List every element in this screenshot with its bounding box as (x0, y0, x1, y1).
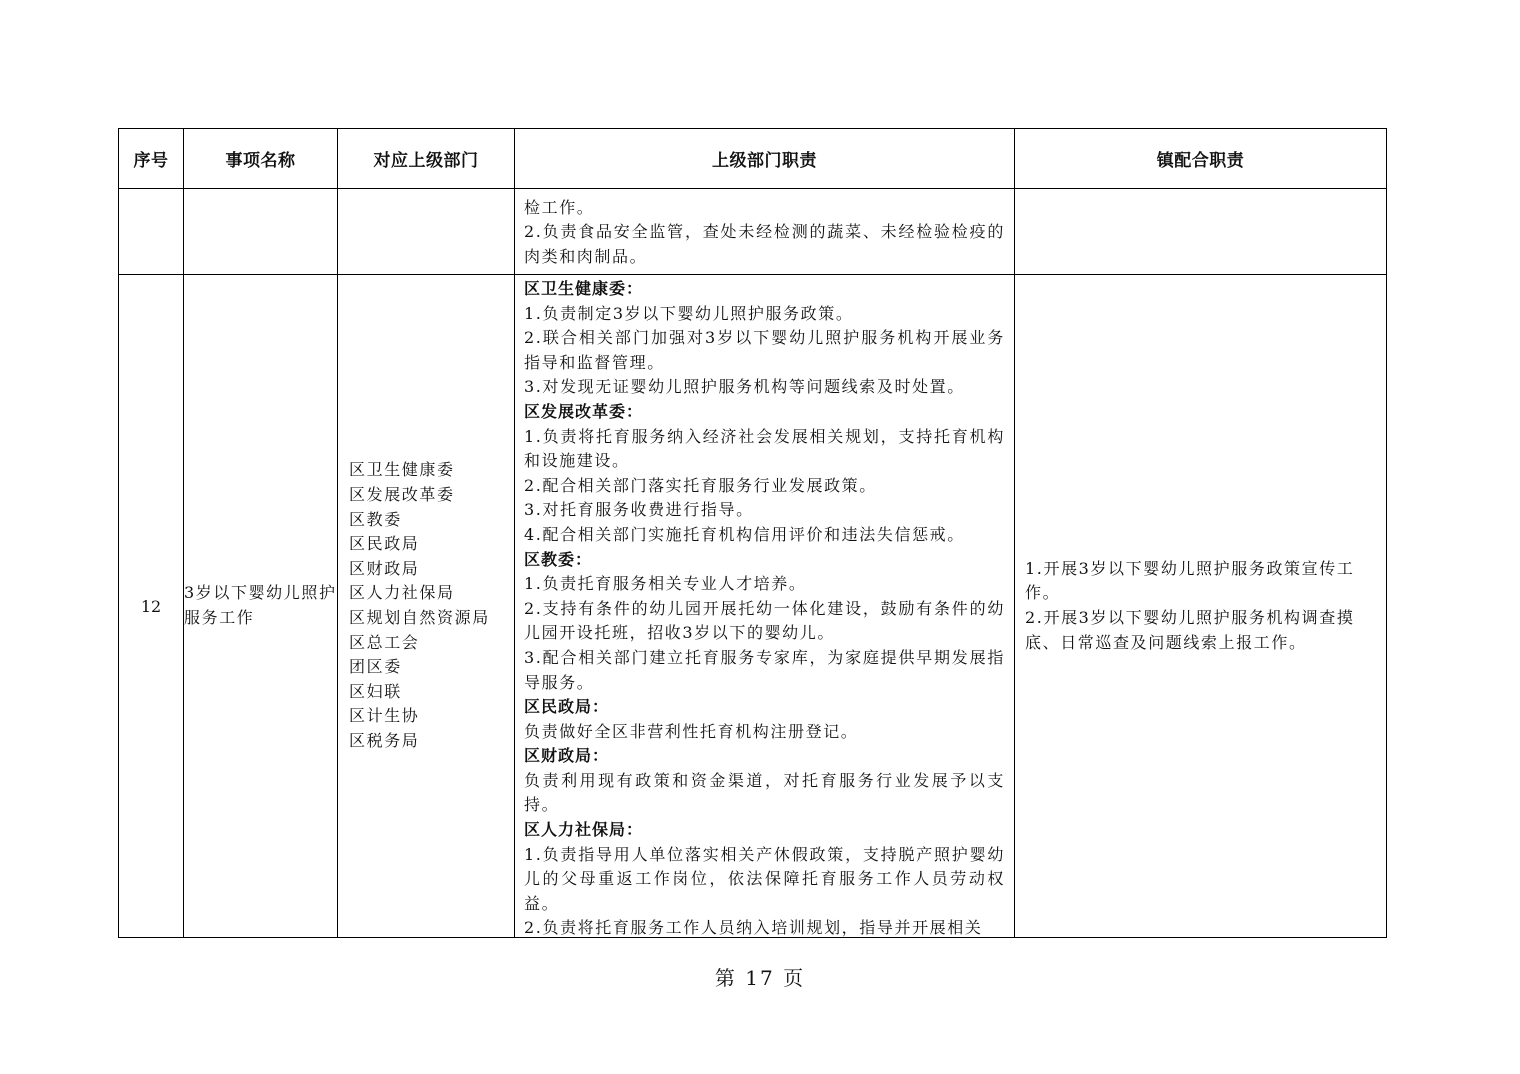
header-upper-duties: 上级部门职责 (515, 129, 1015, 189)
header-upper-dept: 对应上级部门 (338, 129, 515, 189)
upper-dept-list (338, 458, 514, 753)
duty-group-title: 区财政局： (524, 746, 610, 766)
duty-item: 2.负责将托育服务工作人员纳入培训规划，指导并开展相关 (524, 918, 983, 937)
cont-duties-cell (515, 189, 1015, 275)
dept-item: 区教委 (349, 509, 402, 529)
duty-item: 3.对托育服务收费进行指导。 (524, 500, 754, 520)
duty-group-title: 区人力社保局： (524, 820, 644, 840)
table-row-12 (119, 275, 1387, 938)
header-item-name: 事项名称 (184, 129, 338, 189)
duty-group-title: 区民政局： (524, 697, 610, 717)
duty-item: 3.对发现无证婴幼儿照护服务机构等问题线索及时处置。 (524, 377, 965, 397)
dept-item: 区税务局 (349, 730, 420, 750)
dept-item: 区财政局 (349, 558, 420, 578)
table-row-continued (119, 189, 1387, 275)
dept-item: 区计生协 (349, 706, 420, 726)
town-duty-item: 2.开展3岁以下婴幼儿照护服务机构调查摸底、日常巡查及问题线索上报工作。 (1025, 608, 1355, 652)
cont-item-name-cell (184, 189, 338, 275)
dept-item: 区卫生健康委 (349, 460, 455, 480)
row12-town-duties-cell (1015, 275, 1387, 938)
duty-item: 1.负责托育服务相关专业人才培养。 (524, 574, 807, 594)
duty-item: 负责利用现有政策和资金渠道，对托育服务行业发展予以支持。 (524, 770, 1005, 815)
duty-item: 负责做好全区非营利性托育机构注册登记。 (524, 721, 859, 741)
header-seq: 序号 (119, 129, 184, 189)
dept-item: 区人力社保局 (349, 583, 455, 603)
dept-item: 区发展改革委 (349, 485, 455, 505)
duty-item: 1.负责指导用人单位落实相关产休假政策，支持脱产照护婴幼儿的父母重返工作岗位，依法保障托育服务工作人员劳动权益。 (524, 844, 1005, 913)
page-number: 第 17 页 (714, 966, 806, 990)
duty-table (118, 128, 1387, 938)
row12-item-name-cell: 3岁以下婴幼儿照护服务工作 (184, 275, 338, 938)
row12-duties-cell (515, 275, 1015, 938)
town-duty-item: 1.开展3岁以下婴幼儿照护服务政策宣传工作。 (1025, 558, 1355, 603)
header-town-duties: 镇配合职责 (1015, 129, 1387, 189)
town-duties-list (1015, 557, 1386, 655)
dept-item: 区总工会 (349, 632, 420, 652)
duty-item: 2.负责食品安全监管，查处未经检测的蔬菜、未经检验检疫的肉类和肉制品。 (524, 222, 1005, 266)
duty-item: 2.联合相关部门加强对3岁以下婴幼儿照护服务机构开展业务指导和监督管理。 (524, 328, 1005, 372)
header-row (119, 129, 1387, 189)
cont-seq-cell (119, 189, 184, 275)
duty-item: 3.配合相关部门建立托育服务专家库，为家庭提供早期发展指导服务。 (524, 647, 1005, 692)
cont-upper-dept-cell (338, 189, 515, 275)
duty-item: 2.配合相关部门落实托育服务行业发展政策。 (524, 475, 877, 495)
dept-item: 区民政局 (349, 534, 420, 554)
duty-group-title: 区发展改革委： (524, 401, 644, 421)
duty-group-title: 区教委： (524, 549, 593, 569)
dept-item: 区妇联 (349, 681, 402, 701)
duty-item: 4.配合相关部门实施托育机构信用评价和违法失信惩戒。 (524, 524, 965, 544)
row12-upper-dept-cell (338, 275, 515, 938)
duty-item: 检工作。 (524, 197, 595, 217)
dept-item: 区规划自然资源局 (349, 608, 490, 627)
row12-seq-cell: 12 (119, 275, 184, 938)
cont-duties-text (515, 194, 1014, 270)
dept-item: 团区委 (349, 657, 402, 677)
cont-town-duties-cell (1015, 189, 1387, 275)
duty-item: 2.支持有条件的幼儿园开展托幼一体化建设，鼓励有条件的幼儿园开设托班，招收3岁以下的婴幼儿。 (524, 598, 1005, 643)
upper-duties-list (515, 277, 1014, 937)
duty-item: 1.负责制定3岁以下婴幼儿照护服务政策。 (524, 303, 854, 323)
duty-item: 1.负责将托育服务纳入经济社会发展相关规划，支持托育机构和设施建设。 (524, 426, 1005, 471)
duty-group-title: 区卫生健康委： (524, 279, 644, 298)
